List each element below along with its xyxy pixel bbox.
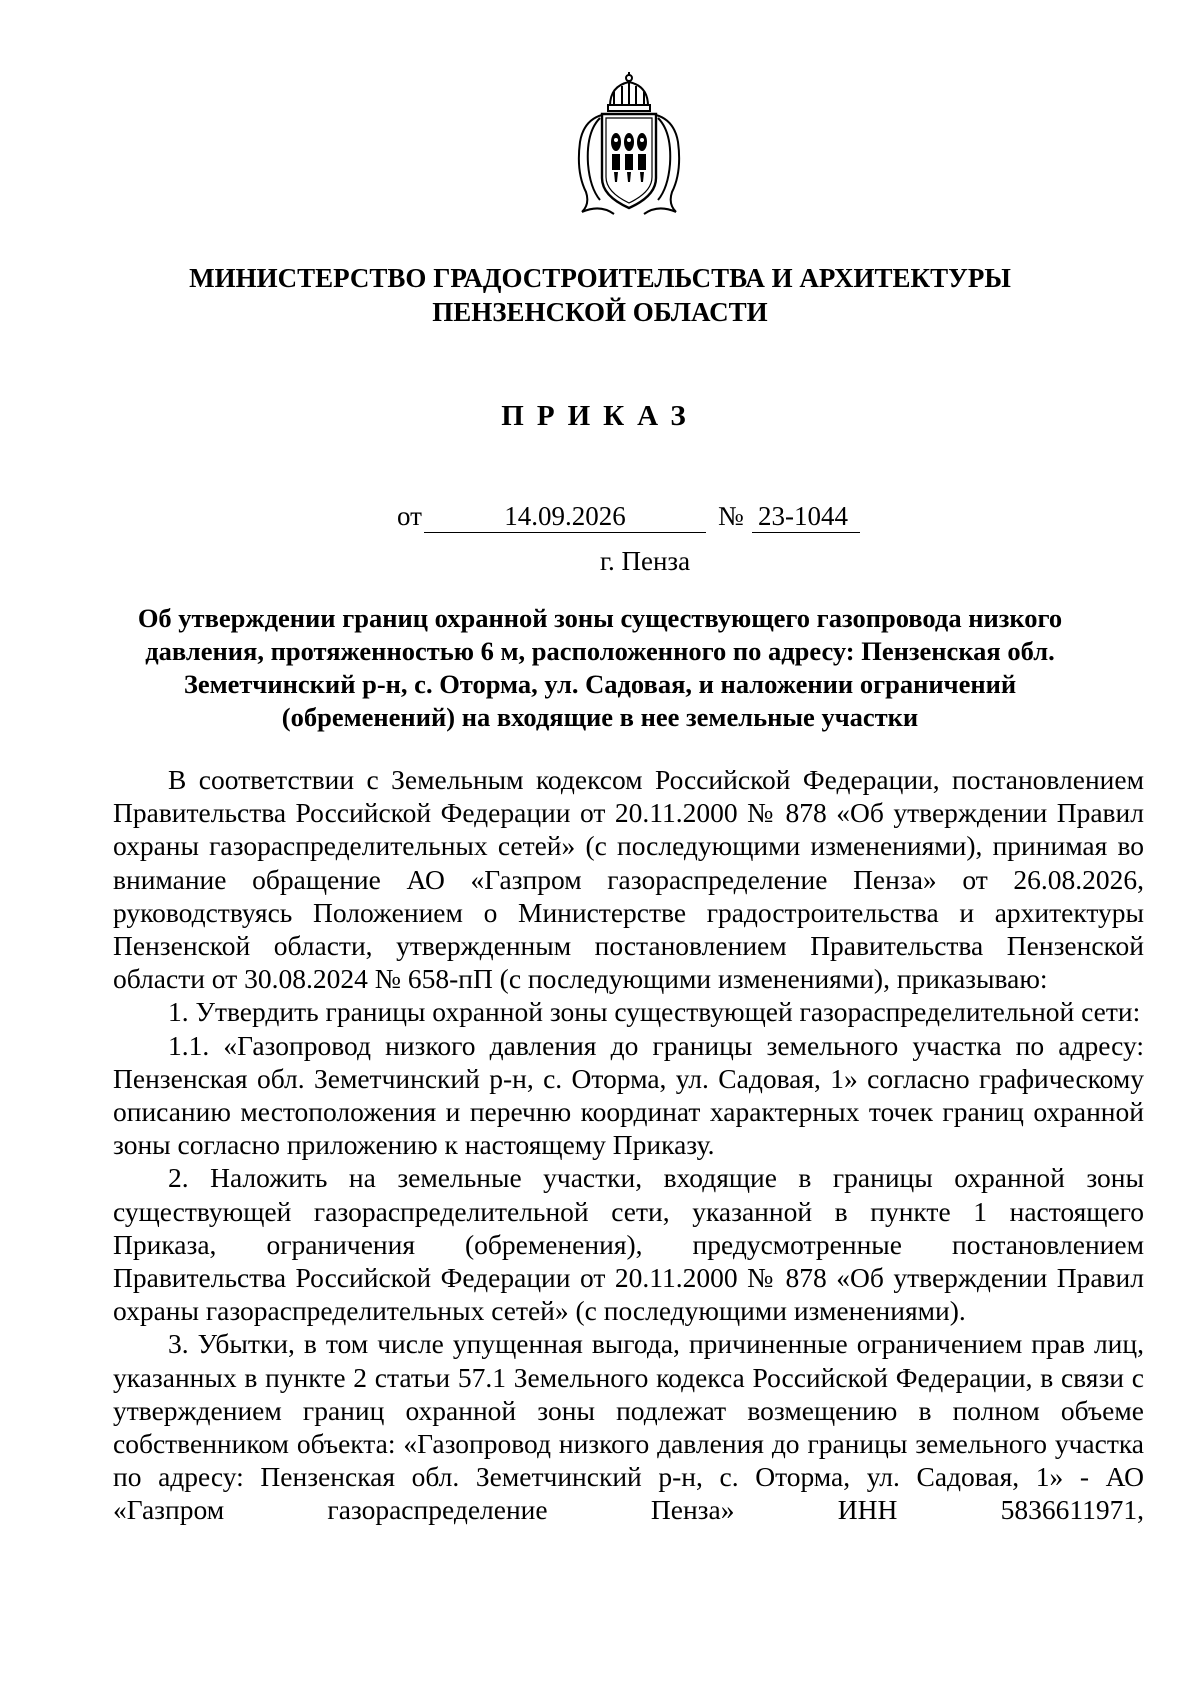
ministry-name-line1: МИНИСТЕРСТВО ГРАДОСТРОИТЕЛЬСТВА И АРХИТЕКТУРЫ (189, 263, 1011, 293)
item-3-paragraph: 3. Убытки, в том числе упущенная выгода, причиненные ограничением прав лиц, указанных в пункте 2 статьи 57.1 Земельного кодекса Российской Федерации, в связи с утверждением границ охранной зоны подлежат возмещению в полном объеме собственником объекта: «Газопровод низкого давления до границы земельного участка по адресу: Пензенская обл. Земетчинский р-н, с. Оторма, ул. Садовая, 1» - АО «Газпром газораспределение Пенза» ИНН 5836611971, (113, 1328, 1144, 1526)
document-title: Об утверждении границ охранной зоны существующего газопровода низкого давления, протяженностью 6 м, расположенного по адресу: Пензенская обл. Земетчинский р-н, с. Оторма, ул. Садовая, и наложении ограничений (обременений) на входящие в нее земельные участки (137, 603, 1063, 732)
document-date: 14.09.2026 (424, 500, 706, 533)
date-prefix: от (397, 501, 422, 531)
item-1-paragraph: 1. Утвердить границы охранной зоны существующей газораспределительной сети: (168, 996, 1141, 1028)
ministry-name-line2: ПЕНЗЕНСКОЙ ОБЛАСТИ (432, 297, 768, 327)
document-type-heading: ПРИКАЗ (501, 400, 699, 432)
city-line: г. Пенза (599, 546, 691, 576)
preamble-paragraph: В соответствии с Земельным кодексом Российской Федерации, постановлением Правительства Российской Федерации от 20.11.2000 № 878 «Об утверждении Правил охраны газораспределительных сетей» (с последующими изменениями), принимая во внимание обращение АО «Газпром газораспределение Пенза» от 26.08.2026, руководствуясь Положением о Министерстве градостроительства и архитектуры Пензенской области, утвержденным постановлением Правительства Пензенской области от 30.08.2024 № 658-пП (с последующими изменениями), приказываю: (113, 764, 1144, 995)
item-2-paragraph: 2. Наложить на земельные участки, входящие в границы охранной зоны существующей газораспределительной сети, указанной в пункте 1 настоящего Приказа, ограничения (обременения), предусмотренные постановлением Правительства Российской Федерации от 20.11.2000 № 878 «Об утверждении Правил охраны газораспределительных сетей» (с последующими изменениями). (113, 1162, 1144, 1327)
document-number: 23-1044 (752, 500, 860, 533)
item-1-1-paragraph: 1.1. «Газопровод низкого давления до границы земельного участка по адресу: Пензенская обл. Земетчинский р-н, с. Оторма, ул. Садовая, 1» согласно графическому описанию местоположения и перечню координат характерных точек границ охранной зоны согласно приложению к настоящему Приказу. (113, 1029, 1144, 1161)
document-body (113, 763, 1144, 1527)
number-label: № (718, 501, 744, 531)
coat-of-arms-emblem (570, 72, 688, 220)
